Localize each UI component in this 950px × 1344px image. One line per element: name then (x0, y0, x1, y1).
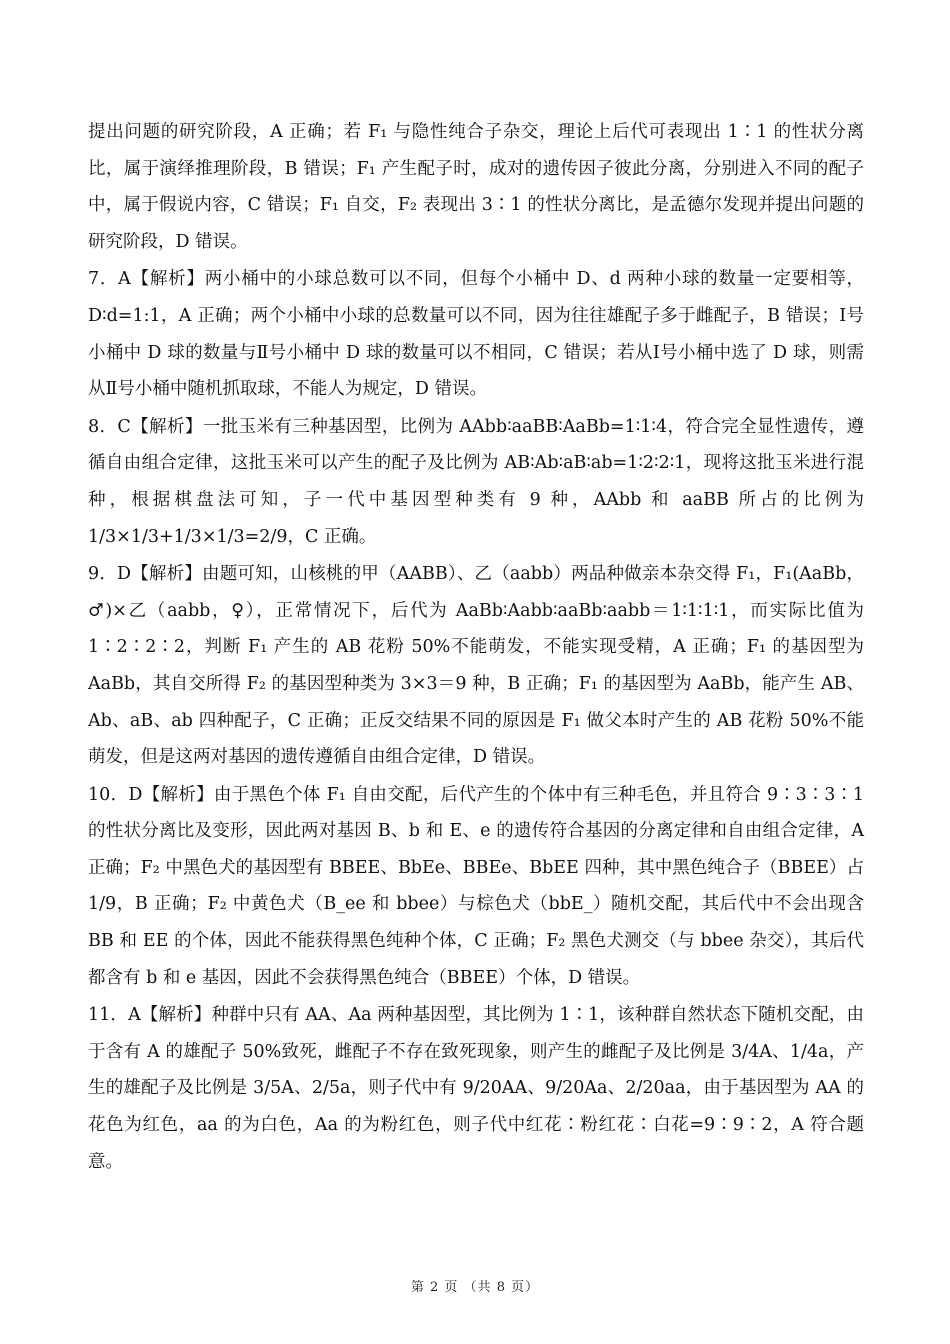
document-body (88, 114, 870, 1181)
paragraph-answer-8: 8．C【解析】一批玉米有三种基因型，比例为 AAbb∶aaBB∶AaBb=1∶1∶4，符合完全显性遗传，遵循自由组合定律，这批玉米可以产生的配子及比例为 AB∶Ab∶aB∶ab=1∶2∶2∶1，现将这批玉米进行混种，根据棋盘法可知，子一代中基因型种类有 9 种，AAbb 和 aaBB 所占的比例为 1/3×1/3+1/3×1/3=2/9，C 正确。 (88, 416, 870, 547)
paragraph-answer-10: 10．D【解析】由于黑色个体 F₁ 自由交配，后代产生的个体中有三种毛色，并且符合 9∶3∶3∶1 的性状分离比及变形，因此两对基因 B、b 和 E、e 的遗传符合基因的分离定律和自由组合定律，A 正确；F₂ 中黑色犬的基因型有 BBEE、BbEe、BBEe、BbEE 四种，其中黑色纯合子（BBEE）占 1/9，B 正确；F₂ 中黄色犬（B_ee 和 bbee）与棕色犬（bbE_）随机交配，其后代中不会出现含 BB 和 EE 的个体，因此不能获得黑色纯种个体，C 正确；F₂ 黑色犬测交（与 bbee 杂交），其后代都含有 b 和 e 基因，因此不会获得黑色纯合（BBEE）个体，D 错误。 (88, 784, 870, 988)
paragraph-answer-7: 7．A【解析】两小桶中的小球总数可以不同，但每个小桶中 D、d 两种小球的数量一定要相等，D∶d=1:1，A 正确；两个小桶中小球的总数量可以不同，因为往往雄配子多于雌配子，B 错误；Ⅰ号小桶中 D 球的数量与Ⅱ号小桶中 D 球的数量可以不相同，C 错误；若从Ⅰ号小桶中选了 D 球，则需从Ⅱ号小桶中随机抓取球，不能人为规定，D 错误。 (88, 269, 864, 400)
paragraph-answer-11: 11．A【解析】种群中只有 AA、Aa 两种基因型，其比例为 1∶1，该种群自然状态下随机交配，由于含有 A 的雄配子 50%致死，雌配子不存在致死现象，则产生的雌配子及比例是 3/4A、1/4a，产生的雄配子及比例是 3/5A、2/5a，则子代中有 9/20AA、9/20Aa、2/20aa，由于基因型为 AA 的花色为红色，aa 的为白色，Aa 的为粉红色，则子代中红花∶粉红花∶白花=9∶9∶2，A 符合题意。 (88, 1005, 864, 1172)
page-footer: 第 2 页 （共 8 页） (410, 1280, 540, 1295)
paragraph-6-continued: 提出问题的研究阶段，A 正确；若 F₁ 与隐性纯合子杂交，理论上后代可表现出 1∶1 的性状分离比，属于演绎推理阶段，B 错误；F₁ 产生配子时，成对的遗传因子彼此分离，分别进入不同的配子中，属于假说内容，C 错误；F₁ 自交，F₂ 表现出 3∶1 的性状分离比，是孟德尔发现并提出问题的研究阶段，D 错误。 (88, 122, 864, 252)
paragraph-answer-9: 9．D【解析】由题可知，山核桃的甲（AABB）、乙（aabb）两品种做亲本杂交得 F₁，F₁(AaBb，♂)×乙（aabb，♀），正常情况下，后代为 AaBb∶Aabb∶aaBb∶aabb＝1∶1∶1∶1，而实际比值为 1∶2∶2∶2，判断 F₁ 产生的 AB 花粉 50%不能萌发，不能实现受精，A 正确；F₁ 的基因型为 AaBb，其自交所得 F₂ 的基因型种类为 3×3＝9 种，B 正确；F₁ 的基因型为 AaBb，能产生 AB、Ab、aB、ab 四种配子，C 正确；正反交结果不同的原因是 F₁ 做父本时产生的 AB 花粉 50%不能萌发，但是这两对基因的遗传遵循自由组合定律，D 错误。 (88, 564, 870, 768)
